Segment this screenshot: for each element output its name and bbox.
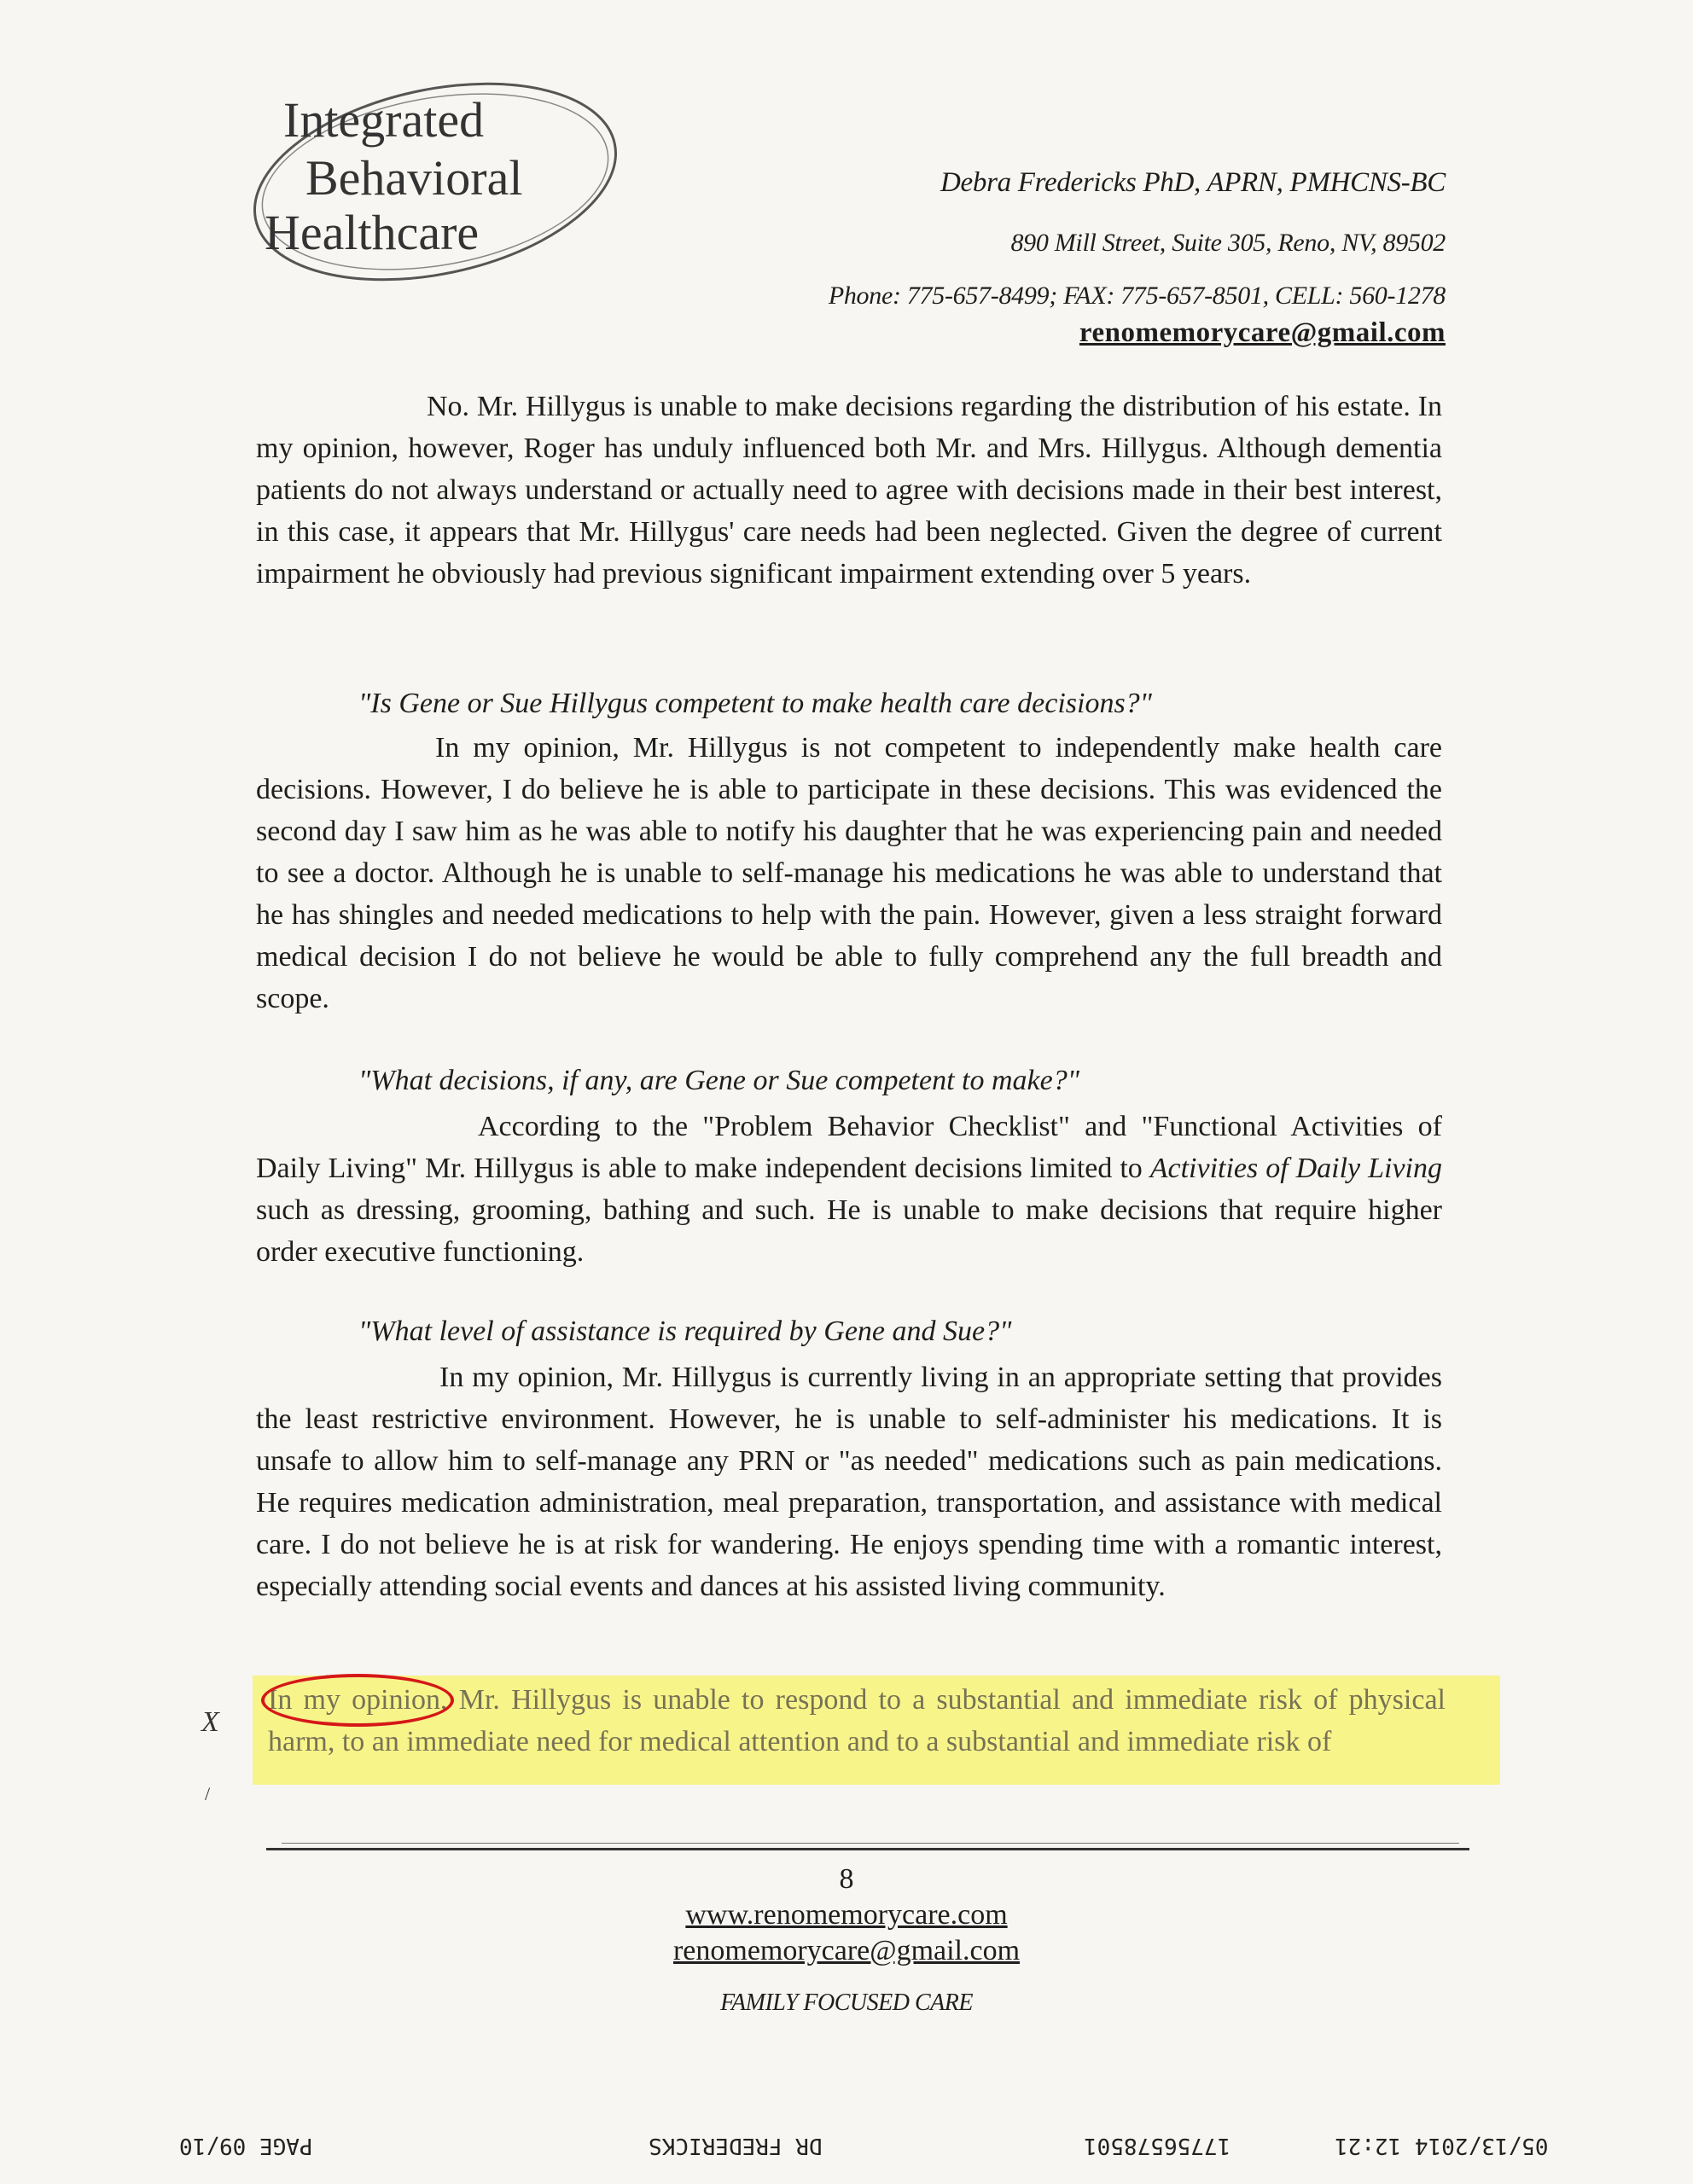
fax-sender: DR FREDERICKS <box>649 2133 823 2158</box>
fax-page-count: PAGE 09/10 <box>179 2133 313 2158</box>
paragraph-health-care-competence-text: In my opinion, Mr. Hillygus is not competent to independently make health care decisions. However, I do believe he is able to participate in these decisions. This was evidenced the second day I saw him as he was able to notify his daughter that he was experiencing pain and needed to see a doctor. Although he is unable to self-manage his medications he was able to understand that he has shingles and needed medications to help with the pain. However, given a less straight forward medical decision I do not believe he would be able to fully comprehend any the full breadth and scope. <box>256 732 1442 1014</box>
highlighted-paragraph-risk: In my opinion, Mr. Hillygus is unable to respond to a substantial and immediate risk of physical harm, to an immediate need for medical attention and to a substantial and immediate risk of <box>268 1684 1446 1757</box>
footer-tagline: FAMILY FOCUSED CARE <box>720 1989 973 2016</box>
provider-phone: Phone: 775-657-8499; FAX: 775-657-8501, CELL: 560-1278 <box>828 282 1446 310</box>
question-health-care-decisions: "Is Gene or Sue Hillygus competent to make health care decisions?" <box>358 688 1152 719</box>
paragraph-health-care-competence <box>256 727 1442 1019</box>
integrated-behavioral-healthcare-logo <box>239 75 631 288</box>
paragraph-adl-decisions <box>256 1106 1442 1273</box>
paragraph-assistance-required-text: In my opinion, Mr. Hillygus is currently living in an appropriate setting that provides the least restrictive environment. However, he is unable to self-administer his medications. It is unsafe to allow him to self-manage any PRN or "as needed" medications such as pain medications. He requires medication administration, meal preparation, transportation, and assistance with medical care. I do not believe he is at risk for wandering. He enjoys spending time with a romantic interest, especially attending social events and dances at his assisted living community. <box>256 1362 1442 1602</box>
footer-rule-thin <box>282 1843 1459 1844</box>
paragraph-estate-decisions-text: No. Mr. Hillygus is unable to make decisions regarding the distribution of his estate. In my opinion, however, Roger has unduly influenced both Mr. and Mrs. Hillygus. Although dementia patients do not always understand or actually need to agree with decisions made in their best interest, in this case, it appears that Mr. Hillygus' care needs had been neglected. Given the degree of current impairment he obviously had previous significant impairment extending over 5 years. <box>256 391 1442 590</box>
page-number: 8 <box>839 1863 854 1895</box>
logo-line-integrated: Integrated <box>283 92 485 148</box>
fax-datetime: 05/13/2014 12:21 <box>1334 2133 1548 2158</box>
provider-email-link[interactable]: renomemorycare@gmail.com <box>1079 317 1446 348</box>
provider-address: 890 Mill Street, Suite 305, Reno, NV, 89502 <box>1010 229 1446 257</box>
footer-website-link[interactable]: www.renomemorycare.com <box>685 1899 1008 1931</box>
paragraph-adl-italic: Activities of Daily Living <box>1149 1153 1442 1184</box>
paragraph-assistance-required <box>256 1356 1442 1607</box>
margin-tick-mark: / <box>205 1783 211 1804</box>
red-circle-annotation <box>261 1674 454 1727</box>
question-level-of-assistance: "What level of assistance is required by Gene and Sue?" <box>358 1316 1012 1347</box>
question-competent-decisions: "What decisions, if any, are Gene or Sue competent to make?" <box>358 1065 1079 1096</box>
provider-name: Debra Fredericks PhD, APRN, PMHCNS-BC <box>940 167 1446 198</box>
margin-x-mark: X <box>201 1706 219 1738</box>
logo-line-behavioral: Behavioral <box>305 150 523 206</box>
paragraph-adl-text-1: According to the "Problem Behavior Checklist" and "Functional Activities of Daily Living" Mr. Hillygus is able to make independent decisions limited to <box>256 1111 1442 1184</box>
footer-rule <box>266 1848 1469 1850</box>
fax-number: 17756578501 <box>1084 2133 1231 2158</box>
logo-line-healthcare: Healthcare <box>265 205 480 260</box>
paragraph-estate-decisions <box>256 386 1442 595</box>
footer-email-link[interactable]: renomemorycare@gmail.com <box>672 1935 1021 1966</box>
paragraph-adl-text-2: such as dressing, grooming, bathing and such. He is unable to make decisions that require higher order executive functioning. <box>256 1194 1442 1268</box>
